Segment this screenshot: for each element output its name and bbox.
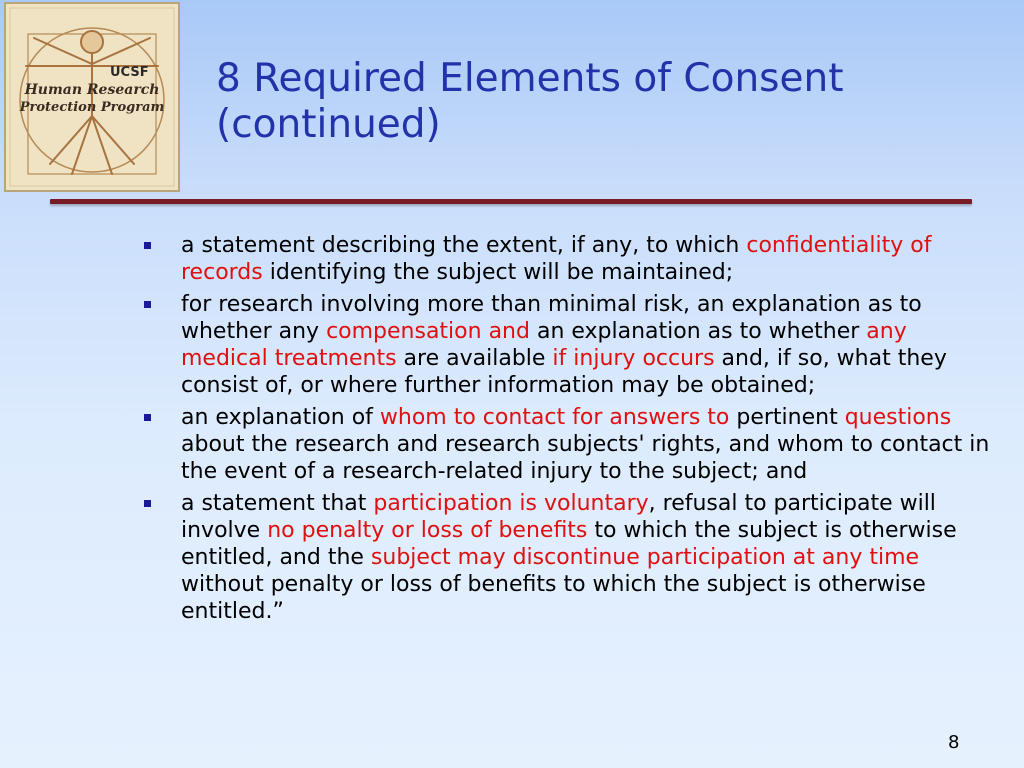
bullet-text: an explanation as to whether bbox=[529, 319, 867, 344]
bullet-text: to which the subject is otherwise entitled, and the bbox=[181, 518, 957, 570]
highlighted-text: subject may discontinue participation at any time bbox=[370, 545, 920, 570]
bullet-text: and, if so, what they consist of, or where further information may be obtained; bbox=[181, 346, 947, 398]
bullet-text: an explanation of bbox=[181, 405, 380, 430]
highlighted-text: if injury occurs bbox=[552, 346, 715, 371]
highlighted-text: confidentiality of records bbox=[181, 233, 932, 285]
highlighted-text: participation is voluntary bbox=[373, 491, 649, 516]
highlighted-text: compensation and bbox=[326, 319, 530, 344]
square-bullet-icon bbox=[144, 301, 151, 308]
slide-title-line1: 8 Required Elements of Consent bbox=[216, 56, 844, 101]
bullet-text: identifying the subject will be maintained; bbox=[262, 260, 734, 285]
slide-title-line2: (continued) bbox=[216, 102, 441, 147]
highlighted-text: any medical treatments bbox=[181, 319, 907, 371]
bullet-text: a statement that bbox=[181, 491, 374, 516]
hrpp-logo bbox=[4, 2, 180, 192]
bullet-item bbox=[140, 490, 1000, 625]
bullet-item bbox=[140, 232, 1000, 286]
logo-line2: Protection Program bbox=[19, 100, 165, 115]
bullet-text: without penalty or loss of benefits to which the subject is otherwise entitled.” bbox=[181, 572, 926, 624]
bullet-item bbox=[140, 291, 1000, 399]
highlighted-text: whom to contact for answers to bbox=[379, 405, 730, 430]
bullet-item bbox=[140, 404, 1000, 485]
bullet-text: a statement describing the extent, if any, to which bbox=[181, 233, 747, 258]
slide-title bbox=[216, 56, 976, 148]
square-bullet-icon bbox=[144, 242, 151, 249]
bullet-text: pertinent bbox=[729, 405, 845, 430]
square-bullet-icon bbox=[144, 500, 151, 507]
logo-line1: Human Research bbox=[24, 82, 160, 98]
highlighted-text: questions bbox=[844, 405, 952, 430]
page-number: 8 bbox=[948, 732, 960, 753]
vitruvian-man-icon bbox=[6, 4, 178, 190]
bullet-text: for research involving more than minimal risk, an explanation as to whether any bbox=[181, 292, 922, 344]
bullet-text: are available bbox=[396, 346, 553, 371]
square-bullet-icon bbox=[144, 414, 151, 421]
highlighted-text: no penalty or loss of benefits bbox=[267, 518, 588, 543]
bullet-text: about the research and research subjects' rights, and whom to contact in the event of a research-related injury to the subject; and bbox=[181, 432, 990, 484]
logo-ucsf: UCSF bbox=[110, 65, 149, 80]
bullet-text: , refusal to participate will involve bbox=[181, 491, 936, 543]
bullet-list bbox=[140, 232, 1000, 630]
title-divider bbox=[50, 199, 972, 204]
